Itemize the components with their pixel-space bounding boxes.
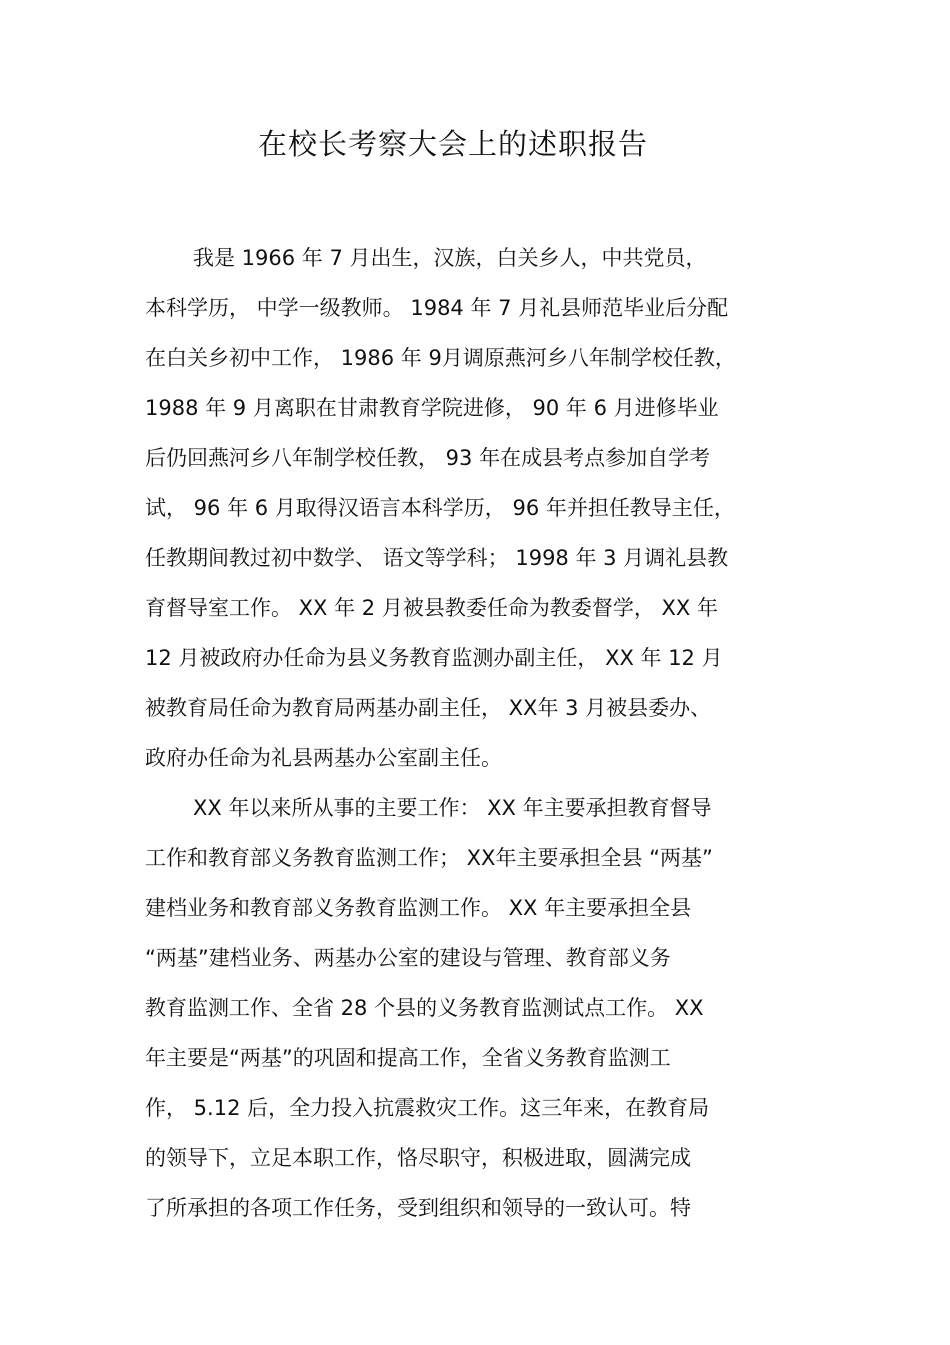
text-line: 任教期间教过初中数学、 语文等学科； 1998 年 3 月调礼县教 [145, 546, 729, 570]
text-line: 工作和教育部义务教育监测工作； XX年主要承担全县 “两基” [145, 846, 713, 870]
text-line: 的领导下，立足本职工作，恪尽职守，积极进取，圆满完成 [145, 1146, 691, 1170]
text-line: 我是 1966 年 7 月出生，汉族，白关乡人，中共党员， [193, 246, 707, 270]
text-line: “两基”建档业务、两基办公室的建设与管理、教育部义务 [145, 946, 671, 970]
text-line: 教育监测工作、全省 28 个县的义务教育监测试点工作。 XX [145, 996, 704, 1020]
paragraph-2 [145, 788, 825, 1238]
text-line: 试， 96 年 6 月取得汉语言本科学历， 96 年并担任教导主任， [145, 496, 735, 520]
text-line: 本科学历， 中学一级教师。 1984 年 7 月礼县师范毕业后分配 [145, 296, 729, 320]
text-line: 作， 5.12 后，全力投入抗震救灾工作。这三年来，在教育局 [145, 1096, 710, 1120]
text-line: 在白关乡初中工作， 1986 年 9月调原燕河乡八年制学校任教， [145, 346, 736, 370]
document-body [145, 238, 825, 1238]
text-line: 12 月被政府办任命为县义务教育监测办副主任， XX 年 12 月 [145, 646, 723, 670]
text-line: 育督导室工作。 XX 年 2 月被县教委任命为教委督学， XX 年 [145, 596, 718, 620]
text-line: XX 年以来所从事的主要工作： XX 年主要承担教育督导 [193, 796, 712, 820]
document-title: 在校长考察大会上的述职报告 [257, 127, 648, 161]
text-line: 年主要是“两基”的巩固和提高工作，全省义务教育监测工 [145, 1046, 671, 1070]
paragraph-1 [145, 238, 825, 788]
text-line: 建档业务和教育部义务教育监测工作。 XX 年主要承担全县 [145, 896, 692, 920]
text-line: 政府办任命为礼县两基办公室副主任。 [145, 746, 502, 770]
text-line: 1988 年 9 月离职在甘肃教育学院进修， 90 年 6 月进修毕业 [145, 396, 719, 420]
text-line: 后仍回燕河乡八年制学校任教， 93 年在成县考点参加自学考 [145, 446, 711, 470]
text-line: 了所承担的各项工作任务，受到组织和领导的一致认可。特 [145, 1196, 691, 1220]
text-line: 被教育局任命为教育局两基办副主任， XX年 3 月被县委办、 [145, 696, 712, 720]
